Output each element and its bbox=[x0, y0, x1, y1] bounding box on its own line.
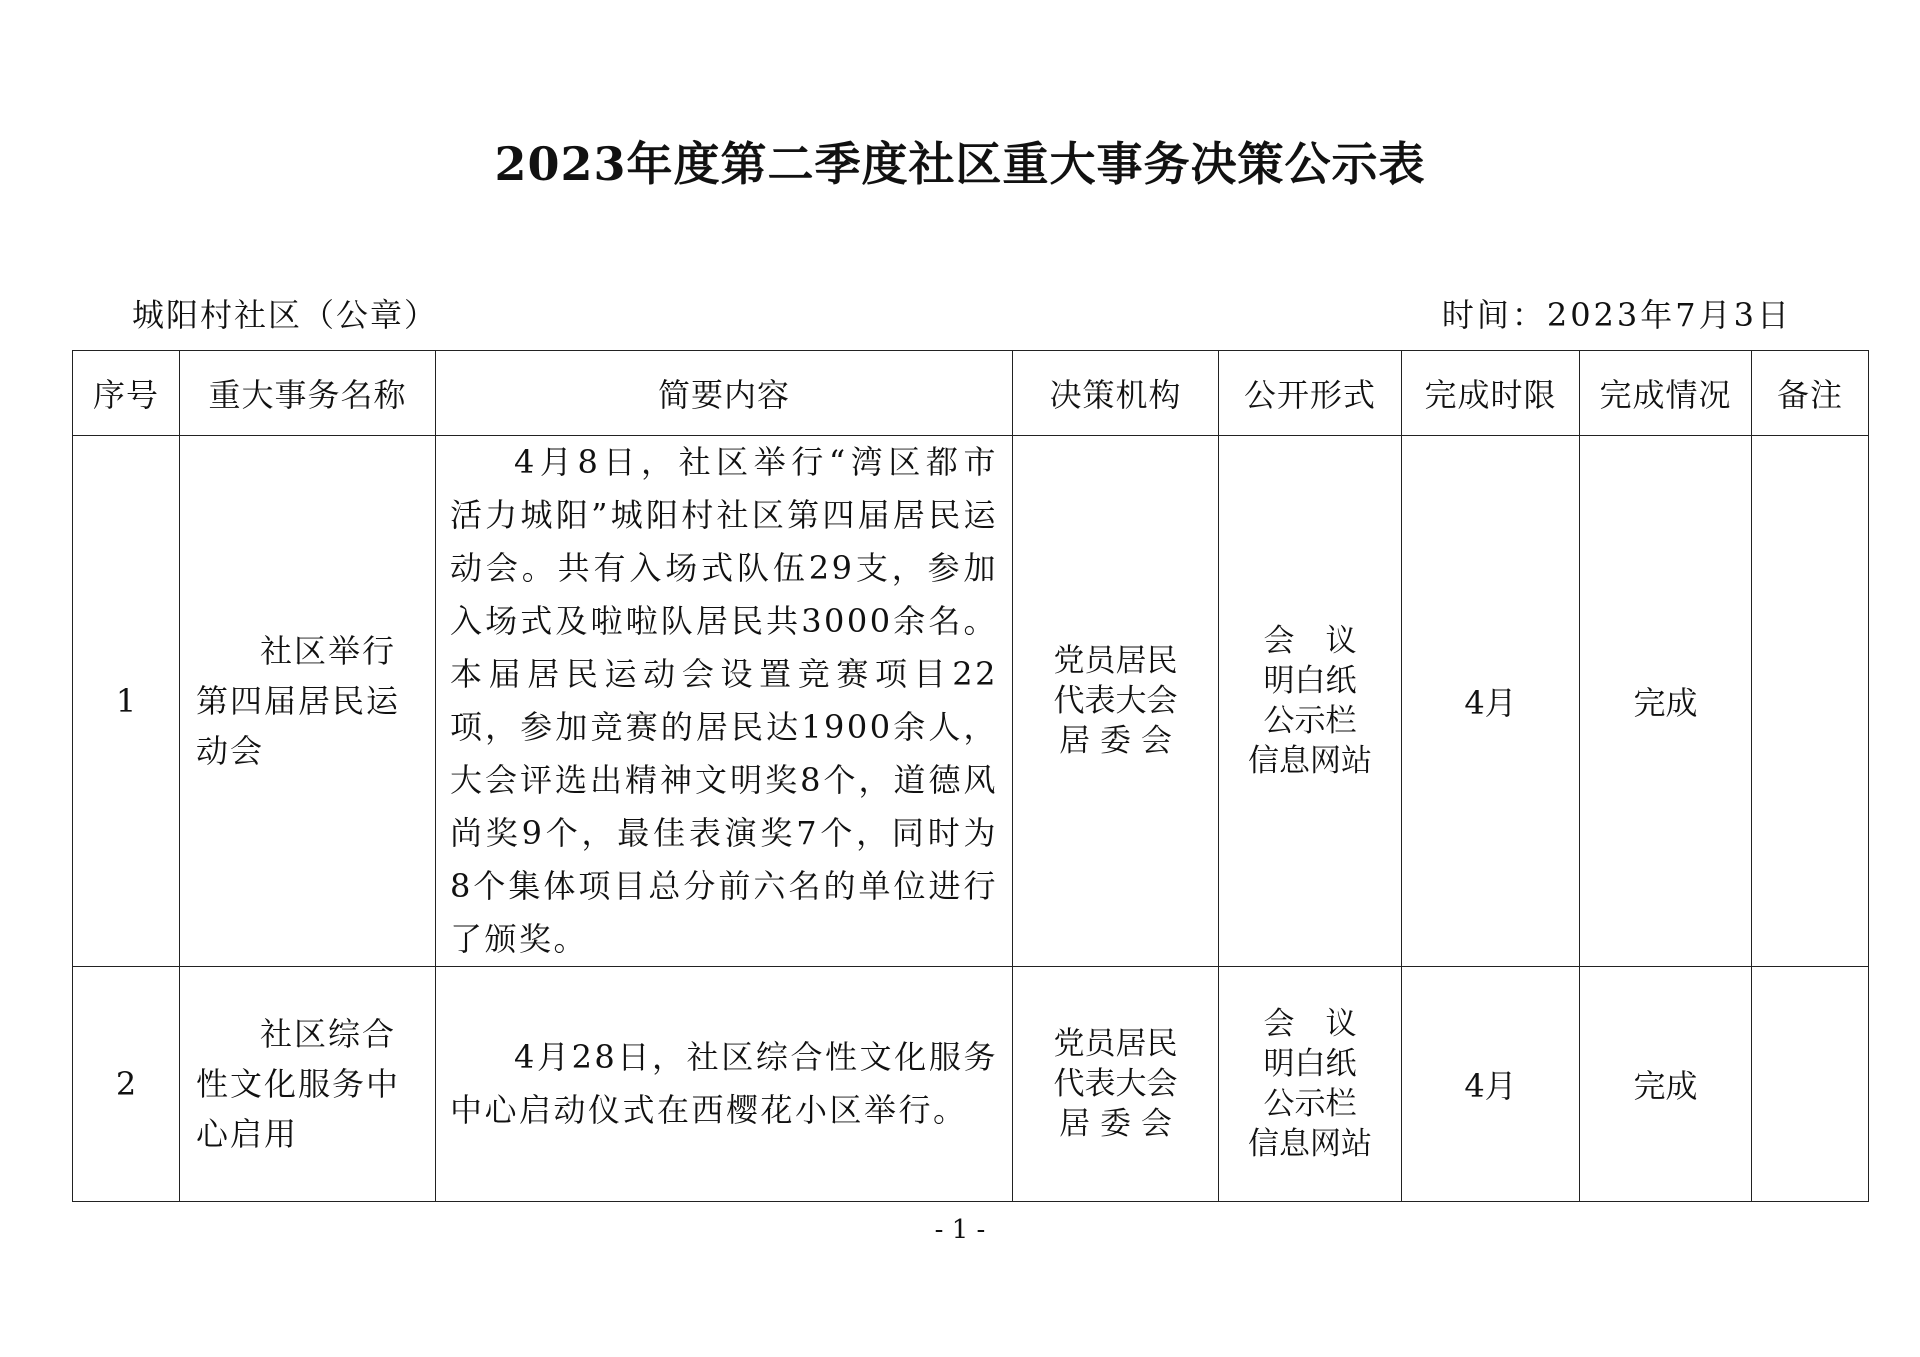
header-summary: 简要内容 bbox=[436, 351, 1013, 436]
public-form-line: 会 议 bbox=[1263, 1006, 1357, 1042]
decision-body-line: 党员居民 bbox=[1053, 1026, 1178, 1062]
public-form-line: 信息网站 bbox=[1248, 1126, 1372, 1162]
decision-body-line: 代表大会 bbox=[1053, 1066, 1178, 1102]
deadline: 4月 bbox=[1402, 967, 1580, 1202]
table-row bbox=[73, 967, 1869, 1202]
public-form bbox=[1219, 967, 1402, 1202]
header-status: 完成情况 bbox=[1580, 351, 1752, 436]
header-public-form: 公开形式 bbox=[1219, 351, 1402, 436]
affair-name: 社区举行第四届居民运动会 bbox=[180, 436, 436, 967]
remark bbox=[1752, 967, 1869, 1202]
row-number: 2 bbox=[73, 967, 180, 1202]
deadline: 4月 bbox=[1402, 436, 1580, 967]
public-form-line: 公示栏 bbox=[1263, 1086, 1357, 1122]
completion-status: 完成 bbox=[1580, 967, 1752, 1202]
affair-name: 社区综合性文化服务中心启用 bbox=[180, 967, 436, 1202]
table-header-row bbox=[73, 351, 1869, 436]
decision-body bbox=[1013, 967, 1219, 1202]
header-deadline: 完成时限 bbox=[1402, 351, 1580, 436]
decision-body-line: 党员居民 bbox=[1053, 643, 1178, 679]
header-remark: 备注 bbox=[1752, 351, 1869, 436]
decision-table bbox=[72, 350, 1869, 1202]
public-form-line: 会 议 bbox=[1263, 623, 1357, 659]
decision-body-line: 居 委 会 bbox=[1059, 723, 1172, 759]
document-title: 2023年度第二季度社区重大事务决策公示表 bbox=[494, 137, 1426, 191]
remark bbox=[1752, 436, 1869, 967]
public-form-line: 信息网站 bbox=[1248, 743, 1372, 779]
header-number: 序号 bbox=[73, 351, 180, 436]
decision-body-line: 代表大会 bbox=[1053, 683, 1178, 719]
decision-body bbox=[1013, 436, 1219, 967]
affair-summary: 4月28日，社区综合性文化服务中心启动仪式在西樱花小区举行。 bbox=[436, 967, 1013, 1202]
completion-status: 完成 bbox=[1580, 436, 1752, 967]
date-label: 时间：2023年7月3日 bbox=[1441, 296, 1792, 334]
public-form bbox=[1219, 436, 1402, 967]
page-number: - 1 - bbox=[934, 1215, 986, 1245]
unit-label: 城阳村社区（公章） bbox=[132, 296, 439, 334]
public-form-line: 明白纸 bbox=[1263, 663, 1357, 699]
row-number: 1 bbox=[73, 436, 180, 967]
decision-body-line: 居 委 会 bbox=[1059, 1106, 1172, 1142]
public-form-line: 明白纸 bbox=[1263, 1046, 1357, 1082]
header-decision-body: 决策机构 bbox=[1013, 351, 1219, 436]
affair-summary: 4月8日，社区举行“湾区都市 活力城阳”城阳村社区第四届居民运动会。共有入场式队伍29支，参加入场式及啦啦队居民共3000余名。本届居民运动会设置竞赛项目22项，参加竞赛的居民达1900余人，大会评选出精神文明奖8个，道德风尚奖9个，最佳表演奖7个，同时为8个集体项目总分前六名的单位进行了颁奖。 bbox=[436, 436, 1013, 967]
header-affair-name: 重大事务名称 bbox=[180, 351, 436, 436]
public-form-line: 公示栏 bbox=[1263, 703, 1357, 739]
table-row bbox=[73, 436, 1869, 967]
